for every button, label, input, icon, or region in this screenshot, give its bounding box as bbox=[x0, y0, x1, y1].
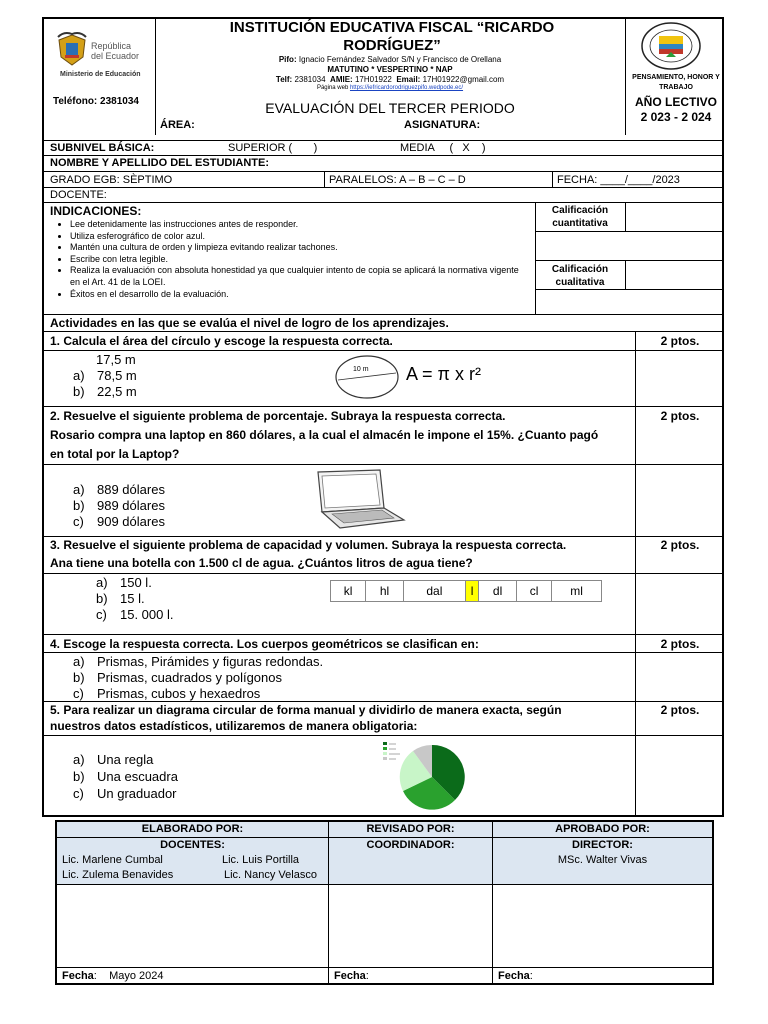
superior-option[interactable]: SUPERIOR ( ) bbox=[228, 142, 318, 154]
option-text: Prismas, cubos y hexaedros bbox=[97, 686, 261, 701]
ministry-label: Ministerio de Educación bbox=[60, 71, 141, 78]
address-text: Ignacio Fernández Salvador S/N y Francisco de Orellana bbox=[298, 55, 502, 64]
question-5-points: 2 ptos. bbox=[660, 703, 700, 717]
option-text: 22,5 m bbox=[97, 384, 137, 399]
motto: PENSAMIENTO, HONOR Y TRABAJO bbox=[632, 74, 720, 91]
option-text: 989 dólares bbox=[97, 498, 165, 513]
indicaciones-list bbox=[48, 219, 530, 300]
row-line bbox=[535, 260, 724, 261]
option-text: Prismas, Pirámides y figuras redondas. bbox=[97, 654, 324, 669]
option-text: Una escuadra bbox=[97, 769, 178, 784]
grado-label: GRADO EGB: SÈPTIMO bbox=[50, 174, 173, 186]
scale-unit-dl: dl bbox=[479, 581, 517, 602]
area-label: ÁREA: bbox=[160, 119, 195, 131]
row-line bbox=[42, 652, 724, 653]
question-5-option-c[interactable] bbox=[73, 786, 177, 801]
shifts-line: MATUTINO * VESPERTINO * NAP bbox=[327, 65, 453, 74]
option-text: 15. 000 l. bbox=[120, 607, 174, 622]
option-letter: a) bbox=[73, 368, 85, 383]
question-5-text-2: nuestros datos estadísticos, utilizaremos de manera obligatoria: bbox=[50, 719, 418, 733]
row-line bbox=[42, 314, 724, 315]
student-name-label: NOMBRE Y APELLIDO DEL ESTUDIANTE: bbox=[50, 157, 270, 169]
web-line bbox=[160, 85, 620, 91]
scale-unit-kl: kl bbox=[331, 581, 366, 602]
director-label: DIRECTOR: bbox=[572, 839, 633, 851]
indicacion-item: • Lee detenidamente las instrucciones antes de responder. bbox=[70, 219, 530, 231]
option-letter: b) bbox=[73, 670, 85, 685]
coordinador-label: COORDINADOR: bbox=[366, 839, 455, 851]
row-line bbox=[42, 735, 724, 736]
row-line bbox=[42, 406, 724, 407]
indicacion-item: • Utiliza esferográfico de color azul. bbox=[70, 231, 530, 243]
option-letter: b) bbox=[73, 769, 85, 784]
question-5-text: 5. Para realizar un diagrama circular de forma manual y dividirlo de manera exacta, según bbox=[50, 703, 562, 717]
question-4-text: 4. Escoge la respuesta correcta. Los cuerpos geométricos se clasifican en: bbox=[50, 637, 479, 651]
scale-unit-cl: cl bbox=[516, 581, 551, 602]
option-letter: c) bbox=[73, 786, 84, 801]
phone-label: Telf: bbox=[275, 75, 293, 84]
docente-label: DOCENTE: bbox=[50, 189, 107, 201]
docente-name: Lic. Zulema Benavides bbox=[62, 869, 174, 881]
address-label: Pifo: bbox=[278, 55, 297, 64]
option-letter: b) bbox=[73, 384, 85, 399]
col-line bbox=[625, 202, 626, 231]
fecha-value: Mayo 2024 bbox=[109, 970, 164, 982]
option-text: Una regla bbox=[97, 752, 154, 767]
question-2-option-b[interactable] bbox=[73, 498, 165, 513]
points-column-line bbox=[635, 331, 636, 817]
option-text: Un graduador bbox=[97, 786, 177, 801]
question-3-points: 2 ptos. bbox=[660, 538, 700, 552]
question-3-option-c[interactable] bbox=[96, 607, 174, 622]
question-1-option-b[interactable] bbox=[73, 384, 137, 399]
option-text: 150 l. bbox=[120, 575, 152, 590]
circle-diagram-icon bbox=[334, 354, 400, 400]
fecha-elaborado: Fecha: Mayo 2024 bbox=[62, 970, 164, 982]
col-line bbox=[324, 171, 325, 187]
question-3-option-b[interactable] bbox=[96, 591, 145, 606]
question-4-option-a[interactable] bbox=[73, 654, 323, 669]
option-text: 78,5 m bbox=[97, 368, 137, 383]
question-5-option-a[interactable] bbox=[73, 752, 153, 767]
fecha-label: Fecha bbox=[498, 970, 530, 982]
activities-title: Actividades en las que se evalúa el nivel de logro de los aprendizajes. bbox=[50, 316, 449, 330]
row-line bbox=[42, 573, 724, 574]
amie-value: 17H01922 bbox=[354, 75, 392, 84]
republic-label bbox=[91, 41, 139, 61]
option-letter: a) bbox=[73, 654, 85, 669]
year-value: 2 023 - 2 024 bbox=[640, 110, 712, 124]
col-line bbox=[535, 202, 536, 314]
question-1-option-a[interactable] bbox=[73, 368, 137, 383]
web-link[interactable]: https://iefricardorodriguezpifo.wedpode.ec/ bbox=[349, 85, 464, 91]
indicacion-item: • Éxitos en el desarrollo de la evaluación. bbox=[70, 289, 530, 301]
option-text: 15 l. bbox=[120, 591, 145, 606]
fecha-label: Fecha bbox=[62, 970, 94, 982]
question-3-text: 3. Resuelve el siguiente problema de capacidad y volumen. Subraya la respuesta correcta. bbox=[50, 538, 567, 552]
web-label: Página web bbox=[316, 85, 349, 91]
question-4-option-c[interactable] bbox=[73, 686, 260, 701]
row-line bbox=[42, 202, 724, 203]
row-line bbox=[535, 231, 724, 232]
phone-value: 2381034 bbox=[294, 75, 326, 84]
option-letter: a) bbox=[73, 482, 85, 497]
email-label: Email: bbox=[396, 75, 421, 84]
option-letter: c) bbox=[96, 607, 107, 622]
fecha-field[interactable]: FECHA: ____/____/2023 bbox=[557, 174, 680, 186]
director-name: MSc. Walter Vivas bbox=[557, 854, 648, 866]
question-1-points: 2 ptos. bbox=[660, 334, 700, 348]
question-2-text-3: en total por la Laptop? bbox=[50, 447, 180, 461]
scale-unit-ml: ml bbox=[552, 581, 602, 602]
aprobado-label: APROBADO POR: bbox=[555, 823, 650, 835]
area-formula: A = π x r² bbox=[406, 364, 481, 384]
question-2-text: 2. Resuelve el siguiente problema de porcentaje. Subraya la respuesta correcta. bbox=[50, 409, 506, 423]
row-line bbox=[42, 155, 724, 156]
paralelos-label: PARALELOS: A – B – C – D bbox=[329, 174, 466, 186]
docentes-label: DOCENTES: bbox=[160, 839, 225, 851]
option-letter: b) bbox=[73, 498, 85, 513]
option-letter: c) bbox=[73, 514, 84, 529]
fecha-aprobado: Fecha: bbox=[498, 970, 533, 982]
question-5-option-b[interactable] bbox=[73, 769, 178, 784]
revisado-label: REVISADO POR: bbox=[366, 823, 455, 835]
option-letter: a) bbox=[96, 575, 108, 590]
elaborado-label: ELABORADO POR: bbox=[141, 823, 244, 835]
row-line bbox=[42, 634, 724, 635]
option-text: Prismas, cuadrados y polígonos bbox=[97, 670, 282, 685]
indicaciones-title: INDICACIONES: bbox=[50, 204, 142, 218]
indicacion-item: • Realiza la evaluación con absoluta honestidad ya que cualquier intento de copia se aplicará la normativa vigente en el Art. 41 de la LOEI. bbox=[70, 265, 530, 288]
indicacion-item: • Escribe con letra legible. bbox=[70, 254, 530, 266]
subnivel-label: SUBNIVEL BÁSICA: bbox=[50, 142, 155, 154]
school-name: INSTITUCIÓN EDUCATIVA FISCAL “RICARDO RODRÍGUEZ” bbox=[229, 19, 555, 54]
docente-name: Lic. Luis Portilla bbox=[222, 854, 300, 866]
header-divider-right bbox=[625, 17, 626, 135]
republic-line-2: del Ecuador bbox=[91, 51, 140, 61]
question-2-option-c[interactable] bbox=[73, 514, 165, 529]
asignatura-label: ASIGNATURA: bbox=[404, 119, 481, 131]
question-2-option-a[interactable] bbox=[73, 482, 165, 497]
school-seal-icon bbox=[640, 21, 702, 71]
option-letter: a) bbox=[73, 752, 85, 767]
contact-line bbox=[160, 75, 620, 84]
row-line bbox=[42, 701, 724, 702]
col-line bbox=[625, 260, 626, 289]
exam-title: EVALUACIÓN DEL TERCER PERIODO bbox=[265, 100, 515, 116]
year-label: AÑO LECTIVO bbox=[634, 95, 717, 109]
row-line bbox=[55, 837, 714, 838]
row-line bbox=[535, 289, 724, 290]
row-line bbox=[42, 187, 724, 188]
scale-unit-hl: hl bbox=[366, 581, 404, 602]
capacity-scale-table bbox=[330, 580, 602, 602]
option-text: 909 dólares bbox=[97, 514, 165, 529]
row-line bbox=[42, 140, 724, 141]
row-line bbox=[55, 884, 714, 885]
laptop-icon bbox=[310, 468, 406, 530]
question-1-text: 1. Calcula el área del círculo y escoge la respuesta correcta. bbox=[50, 334, 393, 348]
circle-label: 10 m bbox=[353, 366, 369, 373]
fecha-revisado: Fecha: bbox=[334, 970, 369, 982]
question-3-text-2: Ana tiene una botella con 1.500 cl de agua. ¿Cuántos litros de agua tiene? bbox=[50, 556, 473, 570]
indicacion-item: • Mantén una cultura de orden y limpieza evitando realizar tachones. bbox=[70, 242, 530, 254]
email-value: 17H01922@gmail.com bbox=[422, 75, 505, 84]
row-line bbox=[42, 464, 724, 465]
question-1-option-0[interactable]: 17,5 m bbox=[96, 352, 136, 367]
option-letter: b) bbox=[96, 591, 108, 606]
row-line bbox=[55, 967, 714, 968]
scale-unit-l: l bbox=[465, 581, 478, 602]
phone-left: Teléfono: 2381034 bbox=[53, 96, 139, 107]
col-line bbox=[552, 171, 553, 187]
question-3-option-a[interactable] bbox=[96, 575, 152, 590]
fecha-label: Fecha bbox=[334, 970, 366, 982]
scale-unit-dal: dal bbox=[403, 581, 465, 602]
option-letter: c) bbox=[73, 686, 84, 701]
coat-of-arms-icon bbox=[55, 31, 89, 69]
row-line bbox=[42, 331, 724, 332]
calificacion-cualitativa-label: Calificación cualitativa bbox=[551, 264, 609, 288]
docente-name: Lic. Nancy Velasco bbox=[224, 869, 317, 881]
question-2-points: 2 ptos. bbox=[660, 409, 700, 423]
header-divider-left bbox=[155, 17, 156, 135]
republic-line-1: República bbox=[91, 41, 132, 51]
media-option[interactable]: MEDIA ( X ) bbox=[400, 142, 486, 154]
question-2-text-2: Rosario compra una laptop en 860 dólares, a la cual el almacén le impone el 15%. ¿Cuanto pagó bbox=[50, 428, 599, 442]
address-line bbox=[160, 55, 620, 64]
amie-label: AMIE: bbox=[330, 75, 353, 84]
option-text: 889 dólares bbox=[97, 482, 165, 497]
docente-name: Lic. Marlene Cumbal bbox=[62, 854, 163, 866]
calificacion-cuantitativa-label: Calificación cuantitativa bbox=[551, 205, 609, 229]
row-line bbox=[42, 350, 724, 351]
question-4-option-b[interactable] bbox=[73, 670, 282, 685]
pie-chart-icon bbox=[380, 739, 476, 813]
row-line bbox=[42, 536, 724, 537]
question-4-points: 2 ptos. bbox=[660, 637, 700, 651]
row-line bbox=[42, 171, 724, 172]
